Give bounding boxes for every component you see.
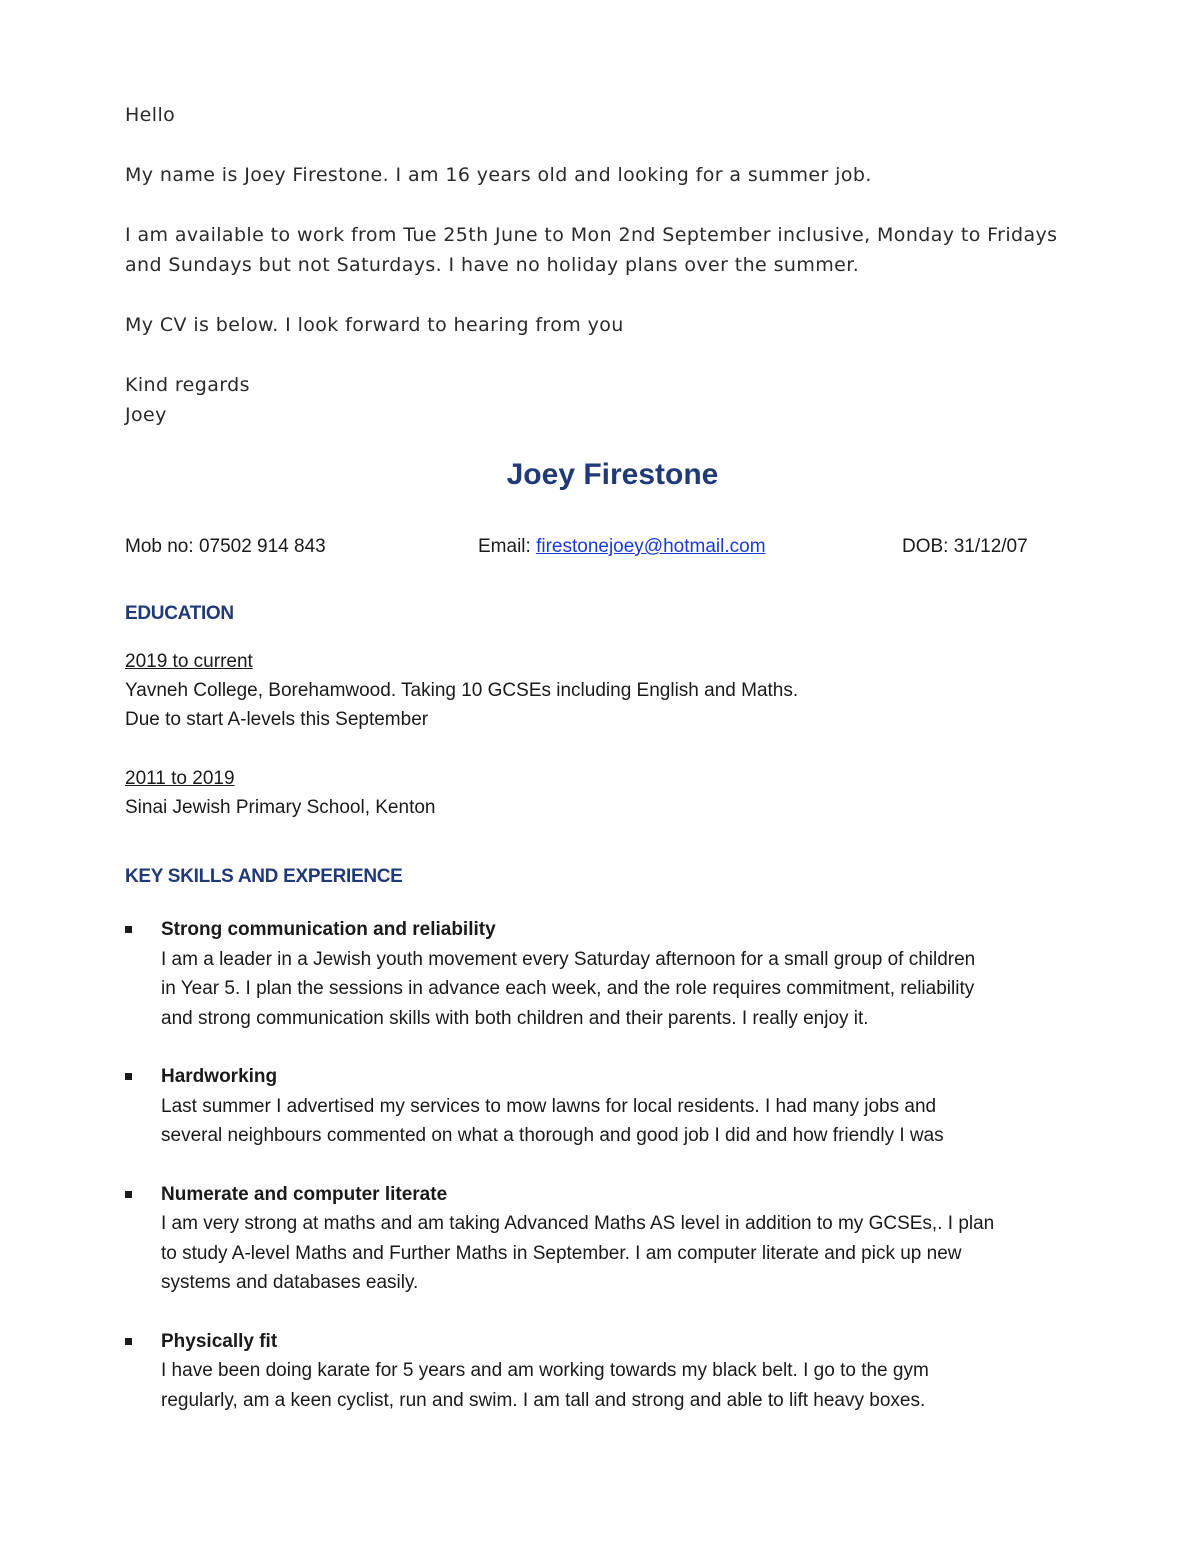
bullet-icon <box>125 926 132 933</box>
education-period: 2019 to current <box>125 651 253 672</box>
letter-cv-note: My CV is below. I look forward to hearing from you <box>125 314 624 336</box>
skill-description-line: regularly, am a keen cyclist, run and swim. I am tall and strong and able to lift heavy boxes. <box>161 1389 926 1411</box>
skill-description-line: to study A-level Maths and Further Maths in September. I am computer literate and pick up new <box>161 1242 962 1264</box>
education-heading: EDUCATION <box>125 603 234 624</box>
education-detail: Sinai Jewish Primary School, Kenton <box>125 797 436 818</box>
education-detail: Due to start A-levels this September <box>125 709 429 730</box>
dob-value: 31/12/07 <box>953 536 1028 557</box>
skills-list <box>125 915 1105 1444</box>
skill-item <box>125 1180 1105 1298</box>
cover-letter <box>125 100 1105 430</box>
letter-intro: My name is Joey Firestone. I am 16 years old and looking for a summer job. <box>125 164 872 186</box>
mobile-number: 07502 914 843 <box>198 536 326 557</box>
education-entry <box>125 647 798 734</box>
skill-item <box>125 915 1105 1033</box>
bullet-icon <box>125 1073 132 1080</box>
skills-heading: KEY SKILLS AND EXPERIENCE <box>125 866 403 887</box>
contact-email <box>478 533 766 561</box>
skill-description-line: I am very strong at maths and am taking Advanced Maths AS level in addition to my GCSEs,. I plan <box>161 1213 995 1234</box>
skill-description-line: I have been doing karate for 5 years and am working towards my black belt. I go to the gym <box>161 1360 929 1381</box>
mobile-label: Mob no: <box>125 536 194 557</box>
skill-description-line: I am a leader in a Jewish youth movement every Saturday afternoon for a small group of children <box>161 948 976 970</box>
skill-item <box>125 1327 1105 1416</box>
email-label: Email: <box>478 536 531 557</box>
email-link[interactable]: firestonejoey@hotmail.com <box>536 536 766 557</box>
skill-description-line: in Year 5. I plan the sessions in advance each week, and the role requires commitment, reliability <box>161 978 975 999</box>
skill-title: Strong communication and reliability <box>161 919 496 940</box>
letter-signoff: Kind regards <box>125 374 250 396</box>
skill-description-line: Last summer I advertised my services to mow lawns for local residents. I had many jobs and <box>161 1095 937 1117</box>
contact-dob <box>902 533 1028 561</box>
skill-title: Numerate and computer literate <box>161 1183 448 1205</box>
letter-availability-line-2: and Sundays but not Saturdays. I have no holiday plans over the summer. <box>125 254 860 276</box>
skill-title: Hardworking <box>161 1066 278 1087</box>
education-period: 2011 to 2019 <box>125 768 235 789</box>
letter-greeting: Hello <box>125 104 176 126</box>
dob-label: DOB: <box>902 536 949 557</box>
contact-mobile <box>125 533 326 561</box>
skill-description-line: several neighbours commented on what a thorough and good job I did and how friendly I was <box>161 1125 944 1146</box>
skill-description-line: systems and databases easily. <box>161 1272 419 1293</box>
bullet-icon <box>125 1191 132 1198</box>
skill-description-line: and strong communication skills with both children and their parents. I really enjoy it. <box>161 1007 869 1029</box>
education-detail: Yavneh College, Borehamwood. Taking 10 GCSEs including English and Maths. <box>125 680 799 701</box>
bullet-icon <box>125 1338 132 1345</box>
skill-title: Physically fit <box>161 1330 278 1352</box>
education-entry <box>125 764 435 822</box>
cv-name-heading: Joey Firestone <box>506 458 719 491</box>
skill-item <box>125 1062 1105 1151</box>
letter-availability-line-1: I am available to work from Tue 25th June to Mon 2nd September inclusive, Monday to Fridays <box>125 224 1058 246</box>
letter-signature: Joey <box>125 404 167 426</box>
